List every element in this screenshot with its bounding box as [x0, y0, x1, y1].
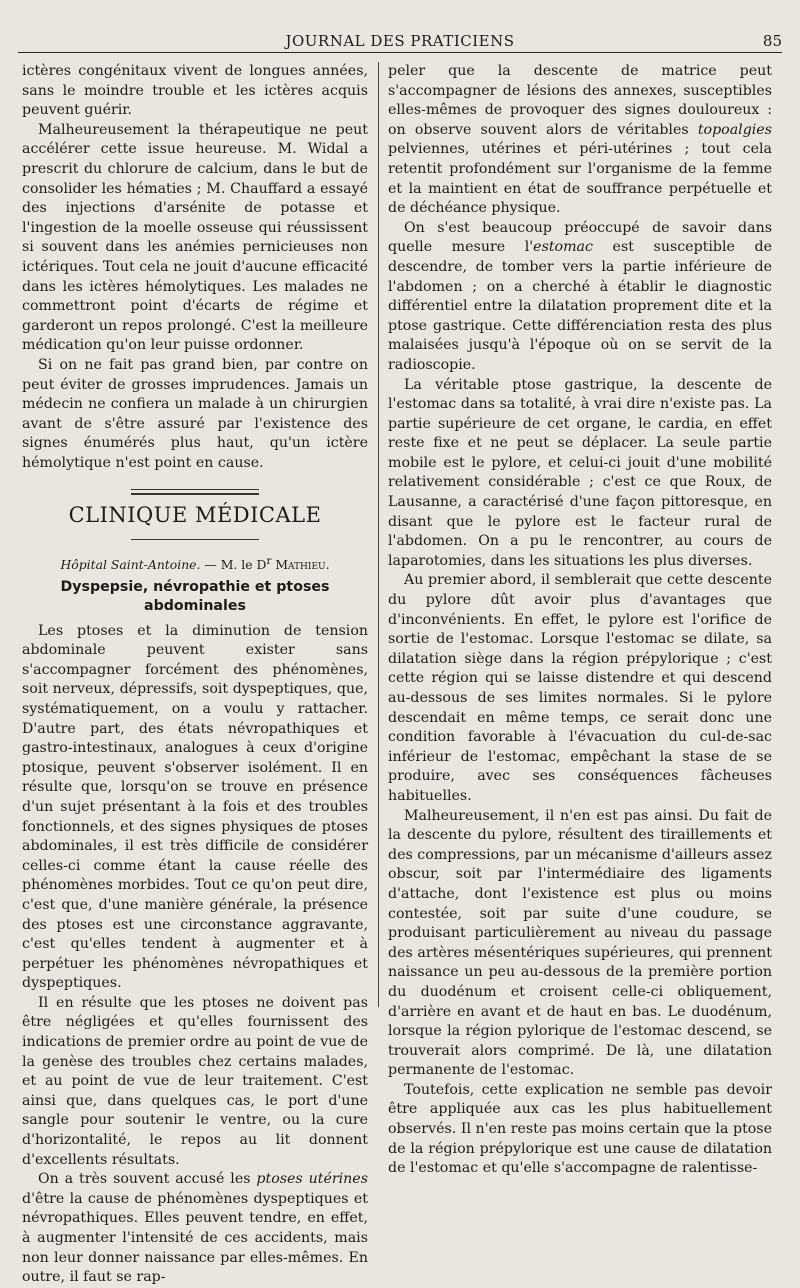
section-heading-block [22, 489, 368, 540]
paragraph: Il en résulte que les ptoses ne doivent pas être négligées et qu'elles fournissent des indications de premier ordre au point de vue de la genèse des troubles chez certains malades, et au point de vue de leur traitement. C'est ainsi que, dans quelques cas, le port d'une sangle pour soutenir le ventre, ou la cure d'horizontalité, le repos au lit donnent d'excellents résultats. [22, 994, 368, 1168]
article-byline [22, 552, 368, 574]
doctor-name: Mathieu. [271, 557, 330, 573]
column-rule [378, 62, 379, 1007]
text-run: On a très souvent accusé les [38, 1171, 257, 1188]
text-run: est susceptible de descendre, de tomber vers la partie inférieure de l'abdomen ; on a cherché à établir le diagnostic différentiel entre la dilatation proprement dite et la ptose gastrique. Cette différenciation resta des plus malaisées jusqu'à l'époque où on se servit de la radioscopie. [388, 239, 772, 373]
paragraph: Les ptoses et la diminution de tension abdominale peuvent exister sans s'accompagner forcément des phénomènes, soit nerveux, dépressifs, soit dyspeptiques, que, systématiquement, on a voulu y rattacher. D'autre part, des états névropathiques et gastro-intestinaux, analogues à ceux d'origine ptosique, peuvent s'observer isolément. Il en résulte que, lorsqu'on se trouve en présence d'un sujet présentant à la fois et des troubles fonctionnels, et des signes physiques de ptoses abdominales, il est très difficile de considérer celles-ci comme étant la cause réelle des phénomènes morbides. Tout ce qu'on peut dire, c'est que, d'une manière générale, la présence des ptoses est une circonstance aggravante, c'est qu'elles tendent à augmenter et à perpétuer les phénomènes névropathiques et dyspeptiques. [22, 622, 368, 992]
left-column [22, 62, 368, 1288]
paragraph: Toutefois, cette explication ne semble pas devoir être appliquée aux cas les plus habituellement observés. Il n'en reste pas moins certain que la ptose de la région prépylorique est une cause de dilatation de l'estomac et qu'elle s'accompagne de ralentisse- [388, 1081, 772, 1177]
section-rule [131, 539, 259, 540]
emphasis: estomac [533, 239, 593, 256]
running-header [18, 28, 782, 53]
section-rule [131, 489, 259, 490]
text-run: peler que la descente de matrice peut s'accompagner de lésions des annexes, susceptibles elles-mêmes de provoquer des signes douloureux : on observe souvent alors de véritables [388, 63, 772, 138]
emphasis: topoalgies [697, 121, 772, 138]
byline-superscript: r [266, 555, 272, 568]
byline-dash: — M. le D [200, 557, 267, 573]
text-run: d'être la cause de phénomènes dyspeptiques et névropathiques. Elles peuvent tendre, en effet, à augmenter l'intensité de ces accidents, mais non leur donner naissance par elles-mêmes. En outre, il faut se rap- [22, 1190, 368, 1286]
hospital-name: Hôpital Saint-Antoine. [60, 557, 201, 573]
section-title: CLINIQUE MÉDICALE [68, 503, 322, 528]
section-rule [131, 493, 259, 495]
paragraph [388, 62, 772, 219]
article-title: Dyspepsie, névropathie et ptoses abdominales [60, 578, 330, 614]
paragraph: Au premier abord, il semblerait que cette descente du pylore dût avoir plus d'avantages que d'inconvénients. En effet, le pylore est l'orifice de sortie de l'estomac. Lorsque l'estomac se dilate, sa dilatation siège dans la région prépylorique ; c'est cette région qui se laisse distendre et qui descend au-dessous de ses limites normales. Si le pylore descendait en même temps, ce serait donc une condition favorable à l'évacuation du cul-de-sac inférieur de l'estomac, empêchant la stase de se produire, avec ses conséquences fâcheuses habituelles. [388, 572, 772, 804]
emphasis: ptoses utérines [256, 1171, 368, 1188]
paragraph: Malheureusement la thérapeutique ne peut accélérer cette issue heureuse. M. Widal a prescrit du chlorure de calcium, dans le but de consolider les hématies ; M. Chauffard a essayé des injections d'arsénite de potasse et l'ingestion de la moelle osseuse qui réussissent si souvent dans les anémies pernicieuses non ictériques. Tout cela ne jouit d'aucune efficacité dans les ictères hémolytiques. Les malades ne commettront point d'écarts de régime et garderont un repos prolongé. C'est la meilleure médication qu'on leur puisse ordonner. [22, 121, 368, 354]
page-number: 85 [762, 32, 782, 50]
right-column [388, 62, 772, 1179]
paragraph [22, 1170, 368, 1288]
journal-title: JOURNAL DES PRATICIENS [285, 32, 515, 50]
text-run: On s'est beaucoup préoccupé de savoir dans quelle mesure l' [388, 219, 772, 256]
paragraph: La véritable ptose gastrique, la descente de l'estomac dans sa totalité, à vrai dire n'existe pas. La partie supérieure de cet organe, le cardia, en effet reste fixe et ne peut se déplacer. La seule partie mobile est le pylore, et celui-ci jouit d'une mobilité relativement considérable ; c'est ce que Roux, de Lausanne, a caractérisé d'une façon pittoresque, en disant que le pylore est le facteur rural de l'abdomen. On a pu le rencontrer, au cours de laparotomies, dans les situations les plus diverses. [388, 376, 772, 569]
paragraph: ictères congénitaux vivent de longues années, sans le moindre trouble et les ictères acquis peuvent guérir. [22, 63, 368, 119]
text-run: pelviennes, utérines et péri-utérines ; tout cela retentit profondément sur l'organisme de la femme et la maintient en état de souffrance perpétuelle et de déchéance physique. [388, 141, 772, 217]
paragraph: Si on ne fait pas grand bien, par contre on peut éviter de grosses imprudences. Jamais un médecin ne confiera un malade à un chirurgien avant de s'être assuré par l'existence des signes énumérés plus haut, qu'un ictère hémolytique n'est point en cause. [22, 356, 368, 471]
paragraph [388, 219, 772, 376]
paragraph: Malheureusement, il n'en est pas ainsi. Du fait de la descente du pylore, résultent des tiraillements et des compressions, par un mécanisme d'ailleurs assez obscur, soit par l'intermédiaire des ligaments d'attache, dont l'existence est plus ou moins contestée, soit par suite d'une coudure, se produisant particulièrement au niveau du passage des artères mésentériques supérieures, qui prennent naissance un peu au-dessous de la première portion du duodénum et croisent celle-ci obliquement, d'arrière en avant et de haut en bas. Le duodénum, lorsque la région pylorique de l'estomac descend, se trouverait alors comprimé. De là, une dilatation permanente de l'estomac. [388, 807, 772, 1079]
